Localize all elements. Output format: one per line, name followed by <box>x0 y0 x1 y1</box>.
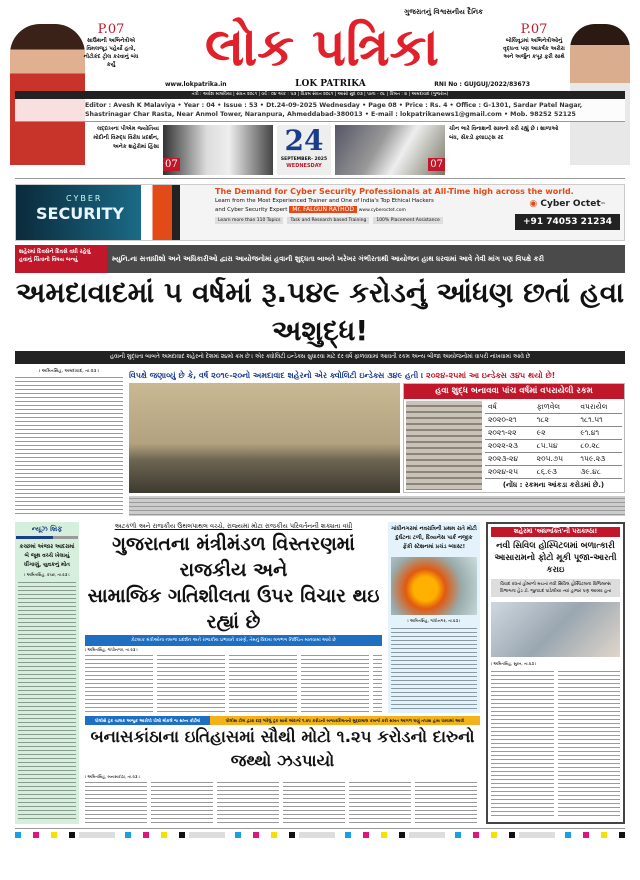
ad-badges <box>215 217 511 224</box>
brief-label: ન્યૂઝ બ્રિફ <box>31 525 63 533</box>
rni-number: RNI No : GUJGUJ/2022/83673 <box>434 81 530 88</box>
table-row <box>485 427 622 440</box>
ad-brand-block <box>515 197 620 230</box>
politics-body-text <box>85 653 382 713</box>
hospital-headline[interactable]: આસારામનો ફોટો મૂકી પૂજા-આરતી કરાઇ <box>494 553 617 575</box>
blue-line-text: વિપક્ષે જણાવ્યું છે કે, વર્ષ ૨૦૧૯-૨૦નો અમદાવાદ શહેરનો એર ક્વોલિટી ઇન્ડેક્સ ૩૪૯ હતી । <box>129 371 424 380</box>
teaser-photo-protest <box>163 125 273 175</box>
right-teaser[interactable] <box>503 8 565 61</box>
hospital-story <box>486 522 625 824</box>
dateline: । અમિતસિંહ, ગાંધીનગર, તા.૨૩ । <box>85 647 138 652</box>
cell: ૩૯.૪૮ <box>577 466 622 479</box>
target-icon: ◉ <box>529 199 538 209</box>
teaser-ladakh[interactable]: લદ્દાખના પીએમ જ્યોતિયા મોદીની વિરુદ્ધ વિરોધ પ્રદર્શન, અનેક શહેરોમાં હિંસા <box>93 126 159 150</box>
lead-right-column <box>129 368 625 516</box>
lead-subhead: હવાની શુદ્ધતા બાબતે અમદાવાદ શહેરનો દેશમાં ૨૪મો ક્રમ છે । એર ક્વોલિટી ઇન્ડેક્સ સુધારવા માટે દર વર્ષે ફાળવવામાં આવતી રકમ અન્ય બીજા આયોજનોમાં વાપરી નાંખવામાં આવે છે <box>109 354 531 360</box>
ad-badge: Task and Research based Training <box>287 217 369 224</box>
cell: ૧૫૯.૨૩ <box>577 453 622 466</box>
date-day: 24 <box>284 124 324 157</box>
date-box <box>277 125 331 175</box>
dateline: । અમિતસિંહ, કચ્છ, તા.૨૩ । <box>24 572 70 577</box>
column-header: ફાળવેલ <box>534 401 578 414</box>
strip-left: પોલીસે ટ્રક ચાલક અજુક આરોપી ધોલો મોકલે જ સખ્ત કોર્ટમાં <box>85 716 210 725</box>
editor-line-2: Shastrinagar Char Rasta, Near Anmol Tower, Naranpura, Ahmeddabad-380013 • E-mail : lokpatrikanews1@gmail.com • Mob. 98252 52125 <box>85 111 576 118</box>
ad-image-text: SECURITY <box>36 204 124 223</box>
cell: ૨૦૨૦-૨૧ <box>485 414 534 427</box>
lead-blue-line <box>129 368 625 383</box>
left-teaser[interactable] <box>81 8 141 69</box>
gandhinagar-story <box>388 522 480 713</box>
gandhinagar-body-text <box>391 626 477 711</box>
table-note: (નોંધ : રકમના આંકડા કરોડમાં છે.) <box>502 481 605 489</box>
hospital-headline[interactable]: નવી સિવિલ હોસ્પિટલમાં બળાત્કારી <box>496 541 615 551</box>
cell: ૨૦૨૧-૨૨ <box>485 427 534 440</box>
table-row <box>485 414 622 427</box>
trademark: ™ <box>600 202 606 208</box>
website[interactable]: www.lokpatrika.in <box>165 81 227 88</box>
page-ref: P.07 <box>520 22 548 37</box>
teaser-photo-waves <box>335 125 445 175</box>
page-ref: 07 <box>165 159 178 170</box>
ad-badge: 100% Placement Assistance <box>373 217 442 224</box>
teaser-china[interactable]: ચીન ભારે વિનાશની સામનો કરી રહ્યું છે । શાળાઓ બંધ, સેંકડો ફ્લાઇટ્સ રદ <box>449 126 559 141</box>
banaskantha-strip <box>85 716 480 725</box>
teaser-row <box>15 122 570 178</box>
cell: ૨૦૨૨-૨૩ <box>485 440 534 453</box>
spending-table-box <box>403 383 625 493</box>
info-strip-text: તંત્રી : અવેશ માલવિયા | સંવત ૨૦૮૧ | વર્ષ : ૦૪ અંક : ૫૩ | વિક્રમ સંવત ૨૦૮૧ | આસો સુદ ૦૩ | પાના - ૦૮ | કિંમત : ૪ | અમદાવાદ (ગુજરાત) <box>191 92 449 97</box>
name-en: LOK PATRIKA <box>295 79 366 89</box>
brief-headline[interactable]: કચ્છમાં અંજાર આદરામાં બે જૂથ વચ્ચે ખેલાયું ધીંગાણું, યુવકનું મોત <box>19 544 75 568</box>
masthead-meta <box>15 79 625 89</box>
logo-block <box>141 8 503 79</box>
news-brief-column <box>15 522 79 824</box>
politics-band-text: કેટલાક મંત્રીઓના નબળા પ્રદર્શન અને રાજકીય પ્રભાવને કારણે, તેમનું વિદાય લગભગ નિશ્ચિત માનવામાં આવે છે <box>131 638 336 643</box>
ad-line: Learn from the Most Experienced Trainer and One of India's Top Ethical Hackers <box>215 198 434 204</box>
cell: ૮૫.૫૪ <box>534 440 578 453</box>
politics-kicker: અટકળો અને રાજકીય ઉથલપાથલ વચ્ચે, રાજ્યમાં મોટા રાજકીય પરિવર્તનની શક્યતા વધી <box>114 522 353 530</box>
ad-image <box>16 185 211 240</box>
tagline: ગુજરાતનું વિશ્વસનીય દૈનિક <box>404 8 483 16</box>
blast-photo <box>391 557 477 615</box>
cyber-security-ad[interactable] <box>15 184 625 241</box>
ad-badge: Learn more than 110 Topics <box>215 217 283 224</box>
hospital-body-text <box>491 669 620 819</box>
dateline: । અમિતસિંહ, અમદાવાદ, તા.૨૩ । <box>39 369 99 374</box>
table-row <box>485 466 622 479</box>
brand-logo <box>515 197 620 212</box>
ad-image-text: CYBER <box>66 194 103 203</box>
ad-line-text: and Cyber Security Expert <box>215 207 288 213</box>
page-ref: 07 <box>430 159 443 170</box>
ad-phone[interactable]: +91 74053 21234 <box>515 214 620 230</box>
banaskantha-headline[interactable]: બનાસકાંઠાના ઇતિહાસમાં સૌથી મોટો ૧.૨૫ કરોડનો દારુનો જથ્થો ઝડપાયો <box>90 727 475 770</box>
dateline: । અમિતસિંહ, ગાંધીનગર, તા.૨૩ । <box>407 618 461 623</box>
hospital-kicker: શહેરમાં 'અંધભક્તિ'ની પરાકાષ્ઠા! <box>491 527 620 537</box>
lower-section <box>15 522 625 824</box>
masthead <box>15 0 625 79</box>
politics-band <box>85 635 382 646</box>
divider <box>15 828 625 829</box>
table-row <box>485 453 622 466</box>
cell: ૧૮૧.૫૧ <box>577 414 622 427</box>
date-month: SEPTEMBER- 2025 <box>280 157 328 162</box>
lead-headline: અમદાવાદમાં ૫ વર્ષમાં રૂ.૫૪૯ કરોડનું આંધણ છતાં હવા અશુદ્ધ! <box>15 276 625 347</box>
table-title: હવા શુદ્ધ બનાવવા પાંચ વર્ષમાં વપરાયેલી રકમ <box>404 384 624 399</box>
smog-city-photo <box>129 383 400 493</box>
color-registration-bar <box>15 832 625 838</box>
teaser-text: સાઉથની અભિનેત્રીએ વિમલજૂડ પહેર્યો હતો, નોટોકંદ ટ્રોલ કરવાનું બંધ કર્યું <box>83 38 139 68</box>
cell: ૨૦૨૪-૨૫ <box>485 466 534 479</box>
cell: ૮૦.૨૮ <box>577 440 622 453</box>
hospital-photo <box>491 602 620 657</box>
cell: ૯૧.૪૧ <box>577 427 622 440</box>
lead-subhead-bar <box>15 351 625 364</box>
lead-deck: મ્યુનિ.ના સત્તાધીશો અને અધિકારીઓ દ્વારા આયોજનોમાં હવાની શુદ્ધતા બાબતે ખરેખર ગંભીરતાથી આયોજન હાથ ધરવામાં આવે તેવી માંગ પણ વિપક્ષે કરી <box>112 255 545 263</box>
lead-deck-bar <box>15 245 625 273</box>
brief-body-text <box>18 580 76 822</box>
photo-caption-text <box>129 496 625 516</box>
ad-line <box>215 205 511 215</box>
cell: ૨૦૫.૭૫ <box>534 453 578 466</box>
municipal-building-photo <box>406 401 482 490</box>
center-column <box>85 522 480 824</box>
ad-website[interactable]: www.cyberoctet.com <box>358 208 406 213</box>
editor-block <box>15 99 625 121</box>
hospital-deck: વિવાદ વધતાં હોબાળો મચતાં નવી સિવિલ હોસ્પિટલના વિજિલન્સ વિભાગના હેડ ડૉ. જુનાઇદ પાઠેલીયા ત્યાં હાજર પણ આવ્યા હતા <box>491 579 620 597</box>
cell: ૨૦૨૩-૨૪ <box>485 453 534 466</box>
date-weekday: WEDNESDAY <box>286 163 322 169</box>
brand-name: Cyber Octet <box>540 199 601 209</box>
dateline: । અમિતસિંહ, સુરત, તા.૨૩ । <box>491 661 537 666</box>
cell: ૯૨ <box>534 427 578 440</box>
lead-body-text <box>15 375 123 516</box>
ad-headline: The Demand for Cyber Security Professionals at All-Time high across the world. <box>215 187 574 196</box>
editor-line-1: Editor : Avesh K Malaviya • Year : 04 • Issue : 53 • Dt.24-09-2025 Wednesday • Page 08 • Price : Rs. 4 • Office : G-1301, Sardar Patel Nagar, <box>85 102 583 109</box>
banaskantha-body-text <box>85 780 480 824</box>
lead-left-column <box>15 368 123 516</box>
lead-kicker: શહેરમાં દિવસેને દિવસે વધી રહેલું હવાનું ચિંતાનો વિષય બન્યું <box>15 245 107 273</box>
politics-headline[interactable]: સામાજિક ગતિશીલતા ઉપર વિચાર થઇ રહ્યાં છે <box>87 585 380 633</box>
dateline: । અમિતસિંહ, બનાસકાંઠા, તા.૨૩ । <box>85 774 140 779</box>
info-strip <box>15 91 625 99</box>
politics-headline[interactable]: ગુજરાતના મંત્રીમંડળ વિસ્તરણમાં રાજકીય અને <box>112 533 355 581</box>
cell: ૧૮૨ <box>534 414 578 427</box>
politics-story <box>85 522 382 713</box>
strip-right: પોલીસ ટીમ દ્વારા દારૂ ભરેલું ટ્રક સાથે અંદાજે ૧.૨૫ કરોડની બજારકિંમતનો મુદ્દામાલ કબજે કરી સખત આગળ ઘણું તપાસ હાથ ધરવામાં આવી <box>210 716 480 725</box>
lead-section <box>15 368 625 516</box>
teaser-text: બોલિવૂડમાં અભિનેત્રીઓનું વૃદ્ધત્વ પણ આકર્ષક અરોરા અને અર્જુન કપૂર ફરી સાથે <box>503 38 565 60</box>
cell: ૮૬.૯૩ <box>534 466 578 479</box>
divider <box>15 178 625 179</box>
logo: લોક પત્રિકા <box>204 18 440 78</box>
table-header-row <box>485 401 622 414</box>
spending-table <box>485 401 622 479</box>
trainer-name: Mr. FALGUN RATHOD <box>289 206 357 213</box>
column-header: વપરાયેલ <box>577 401 622 414</box>
gandhinagar-headline[interactable]: ગાંધીનગરમાં નવરાત્રિની પ્રથમ રાતે મોટી દુર્ઘટના ટળી, દિવ્યનેસ પાર્ક નજીક ફેંકી સ્ટેશનમાં પ્રચંડ બ્લાસ્ટ! <box>391 526 477 550</box>
page-ref: P.07 <box>97 22 125 37</box>
column-header: વર્ષ <box>485 401 534 414</box>
ad-content <box>211 185 624 240</box>
blue-line-red-text: ૨૦૨૪-૨૫માં આ ઇન્ડેક્સ ૩૪૫ થયો છે! <box>426 371 556 380</box>
table-row <box>485 440 622 453</box>
